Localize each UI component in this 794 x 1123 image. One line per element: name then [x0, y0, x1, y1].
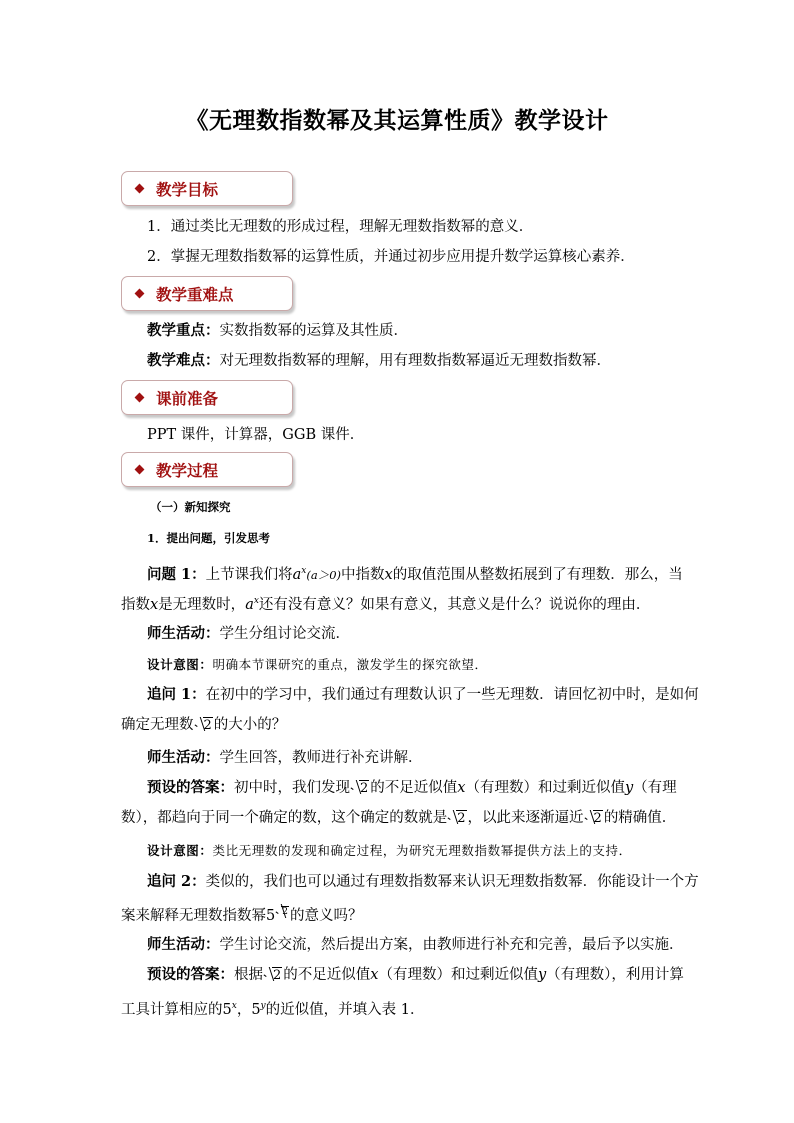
section-label: 教学重难点	[156, 285, 234, 304]
activity-1	[147, 624, 707, 644]
text: 是无理数时，	[158, 596, 246, 613]
prep-text: PPT 课件，计算器，GGB 课件．	[147, 427, 365, 443]
text: 中指数	[341, 566, 385, 583]
text: 的意义吗？	[289, 907, 363, 924]
math-sup: x	[301, 566, 307, 576]
sqrt-symbol	[275, 902, 289, 922]
difficulty-text: 对无理数指数幂的理解，用有理数指数幂逼近无理数指数幂．	[219, 353, 611, 369]
text: 初中时，我们发现	[234, 780, 350, 796]
diamond-bullet-icon	[135, 393, 145, 403]
followup-label: 追问 1：	[147, 686, 206, 703]
sqrt-symbol	[350, 778, 369, 799]
followup-1-line-1	[147, 685, 707, 705]
diamond-bullet-icon	[135, 289, 145, 299]
text: 的精确值．	[603, 810, 677, 826]
diamond-bullet-icon	[135, 184, 145, 194]
math-var: x	[150, 596, 159, 613]
answer-1-line-1	[147, 778, 707, 799]
section-label: 课前准备	[156, 389, 219, 408]
radicand: 2	[203, 718, 212, 733]
sqrt-symbol	[263, 965, 282, 986]
radicand: 2	[282, 907, 288, 917]
section-header-prep	[121, 380, 293, 415]
math-sup: y	[260, 1001, 266, 1011]
text: 学生回答，教师进行补充讲解．	[219, 750, 423, 766]
math-var: x	[457, 780, 466, 796]
intent-1	[147, 655, 707, 675]
math-cond: (a＞0)	[306, 567, 342, 582]
followup-2-line-1	[147, 872, 707, 892]
text: （有理数）和过剩近似值	[378, 967, 538, 983]
math-var: y	[624, 780, 634, 796]
answer-1-line-2	[121, 808, 681, 829]
page-title: 《无理数指数幂及其运算性质》教学设计	[185, 107, 609, 134]
question-1-line-1	[147, 561, 707, 585]
math-var: a	[245, 596, 254, 613]
section-label: 教学目标	[156, 180, 219, 199]
sqrt-symbol	[447, 808, 466, 829]
text: 数），都趋向于同一个确定的数，这个确定的数就是	[121, 810, 448, 826]
text: ，以此来逐渐逼近	[467, 810, 584, 826]
radicand: 2	[273, 968, 282, 983]
section-header-process	[121, 452, 293, 487]
text: ，	[236, 1001, 252, 1018]
section-header-goals	[121, 171, 293, 206]
answer-2-line-1	[147, 965, 707, 986]
difficulty-label: 教学难点：	[147, 352, 220, 369]
radicand: 2	[360, 781, 369, 796]
subsection-title: （一）新知探究	[150, 500, 231, 514]
text: 学生讨论交流，然后提出方案，由教师进行补充和完善，最后予以实施．	[219, 937, 684, 953]
diamond-bullet-icon	[135, 465, 145, 475]
activity-label: 师生活动：	[147, 936, 220, 953]
activity-label: 师生活动：	[147, 625, 220, 642]
radicand: 2	[593, 811, 602, 826]
text: （有理	[633, 780, 677, 796]
focus-line	[147, 321, 707, 341]
math-sup: x	[253, 596, 259, 606]
answer-label: 预设的答案：	[147, 966, 234, 983]
step-title: 1．提出问题，引发思考	[147, 531, 271, 545]
section-label: 教学过程	[156, 461, 219, 480]
text: 的不足近似值	[283, 967, 371, 983]
text: 确定无理数	[121, 717, 194, 733]
question-label: 问题 1：	[147, 565, 206, 583]
followup-2-line-2	[121, 902, 681, 926]
math-base: 5	[251, 1001, 261, 1018]
text: 根据	[234, 967, 263, 983]
text: 指数	[121, 596, 150, 613]
radicand: 2	[457, 811, 466, 826]
activity-2	[147, 748, 707, 768]
text: 在初中的学习中，我们通过有理数认识了一些无理数．请回忆初中时，是如何	[205, 687, 699, 703]
text: 上节课我们将	[205, 566, 293, 583]
text: 的近似值，并填入表 1．	[265, 1001, 425, 1018]
difficulty-line	[147, 351, 707, 371]
intent-2	[147, 841, 707, 861]
section-header-keypoints	[121, 276, 293, 311]
text: 类比无理数的发现和确定过程，为研究无理数指数幂提供方法上的支持．	[212, 843, 632, 858]
answer-2-line-2	[121, 996, 681, 1020]
answer-label: 预设的答案：	[147, 779, 234, 796]
text: （有理数），利用计算	[546, 967, 684, 983]
intent-label: 设计意图：	[147, 657, 213, 672]
math-var: x	[384, 566, 393, 583]
math-var: x	[370, 967, 379, 983]
text: 的大小的？	[213, 717, 287, 733]
goal-2: 2．掌握无理数指数幂的运算性质，并通过初步应用提升数学运算核心素养．	[147, 249, 635, 265]
focus-label: 教学重点：	[147, 322, 220, 339]
activity-label: 师生活动：	[147, 749, 220, 766]
text: 案来解释无理数指数幂	[121, 907, 266, 924]
math-var: y	[537, 967, 547, 983]
text: （有理数）和过剩近似值	[465, 780, 625, 796]
math-sup: x	[231, 1001, 237, 1011]
followup-1-line-2	[121, 715, 681, 736]
text: 的取值范围从整数拓展到了有理数．那么，当	[392, 566, 683, 583]
focus-text: 实数指数幂的运算及其性质．	[219, 323, 408, 339]
math-base: 5	[266, 907, 276, 924]
followup-label: 追问 2：	[147, 873, 206, 890]
goal-1: 1．通过类比无理数的形成过程，理解无理数指数幂的意义．	[147, 219, 534, 235]
text: 学生分组讨论交流．	[219, 626, 350, 642]
text: 工具计算相应的	[121, 1001, 223, 1018]
question-1-line-2	[121, 591, 681, 615]
sqrt-symbol	[194, 715, 213, 736]
text: 的不足近似值	[370, 780, 458, 796]
intent-label: 设计意图：	[147, 843, 213, 858]
text: 明确本节课研究的重点，激发学生的探究欲望．	[212, 657, 488, 672]
activity-3	[147, 935, 707, 955]
text: 还有没有意义？如果有意义，其意义是什么？说说你的理由．	[258, 596, 651, 613]
sqrt-symbol	[584, 808, 603, 829]
text: 类似的，我们也可以通过有理数指数幂来认识无理数指数幂．你能设计一个方	[205, 874, 699, 890]
math-base: 5	[222, 1001, 232, 1018]
math-var: a	[292, 566, 302, 583]
